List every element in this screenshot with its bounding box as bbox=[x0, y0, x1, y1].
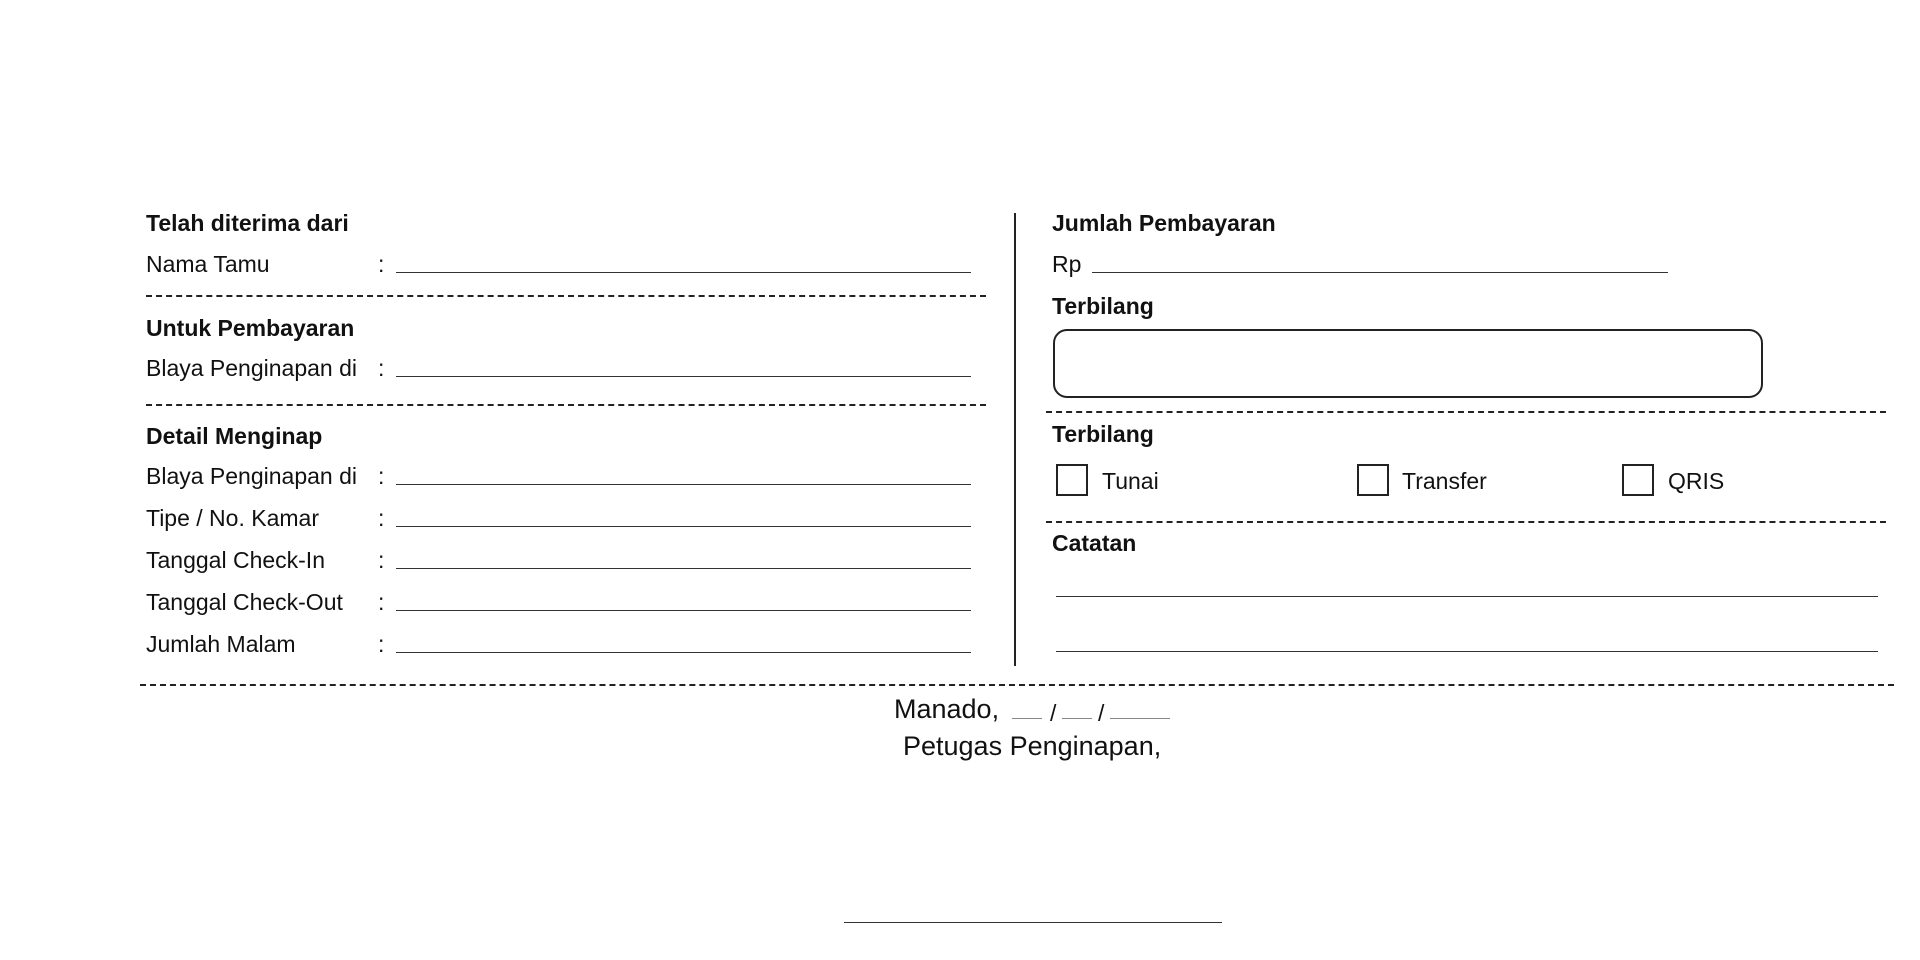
stay-cost-colon: : bbox=[378, 463, 385, 489]
room-type-label: Tipe / No. Kamar bbox=[146, 505, 319, 531]
checkin-field[interactable] bbox=[396, 568, 971, 569]
divider-payment bbox=[1046, 411, 1886, 413]
guest-name-colon: : bbox=[378, 251, 385, 277]
checkout-label: Tanggal Check-Out bbox=[146, 589, 343, 615]
received-heading: Telah diterima dari bbox=[146, 210, 349, 236]
notes-line-2[interactable] bbox=[1056, 651, 1878, 652]
date-day-field[interactable] bbox=[1012, 718, 1042, 719]
tunai-checkbox[interactable] bbox=[1056, 464, 1088, 496]
tunai-label: Tunai bbox=[1102, 468, 1159, 494]
date-sep-1: / bbox=[1050, 700, 1057, 726]
signer-label: Petugas Penginapan, bbox=[903, 731, 1162, 761]
date-sep-2: / bbox=[1098, 700, 1105, 726]
divider-purpose bbox=[146, 404, 986, 406]
city-label: Manado, bbox=[894, 694, 1000, 724]
purpose-colon: : bbox=[378, 355, 385, 381]
column-divider bbox=[1014, 213, 1016, 666]
date-year-field[interactable] bbox=[1110, 718, 1170, 719]
checkin-colon: : bbox=[378, 547, 385, 573]
checkout-colon: : bbox=[378, 589, 385, 615]
checkin-label: Tanggal Check-In bbox=[146, 547, 325, 573]
terbilang-field[interactable] bbox=[1053, 329, 1763, 398]
guest-name-field[interactable] bbox=[396, 272, 971, 273]
qris-label: QRIS bbox=[1668, 468, 1725, 494]
transfer-checkbox[interactable] bbox=[1357, 464, 1389, 496]
method-heading: Terbilang bbox=[1052, 421, 1154, 447]
transfer-label: Transfer bbox=[1402, 468, 1487, 494]
notes-heading: Catatan bbox=[1052, 530, 1137, 556]
nights-field[interactable] bbox=[396, 652, 971, 653]
guest-name-label: Nama Tamu bbox=[146, 251, 270, 277]
currency-label: Rp bbox=[1052, 251, 1082, 277]
stay-heading: Detail Menginap bbox=[146, 423, 323, 449]
room-type-field[interactable] bbox=[396, 526, 971, 527]
divider-method bbox=[1046, 521, 1886, 523]
divider-received bbox=[146, 295, 986, 297]
payment-heading: Jumlah Pembayaran bbox=[1052, 210, 1276, 236]
amount-field[interactable] bbox=[1092, 272, 1668, 273]
purpose-label: Blaya Penginapan di bbox=[146, 355, 357, 381]
room-type-colon: : bbox=[378, 505, 385, 531]
terbilang-heading: Terbilang bbox=[1052, 293, 1154, 319]
stay-cost-field[interactable] bbox=[396, 484, 971, 485]
nights-label: Jumlah Malam bbox=[146, 631, 296, 657]
qris-checkbox[interactable] bbox=[1622, 464, 1654, 496]
date-month-field[interactable] bbox=[1062, 718, 1092, 719]
checkout-field[interactable] bbox=[396, 610, 971, 611]
nights-colon: : bbox=[378, 631, 385, 657]
stay-cost-label: Blaya Penginapan di bbox=[146, 463, 357, 489]
purpose-field[interactable] bbox=[396, 376, 971, 377]
signature-line[interactable] bbox=[844, 922, 1222, 923]
divider-footer bbox=[140, 684, 1894, 686]
notes-line-1[interactable] bbox=[1056, 596, 1878, 597]
purpose-heading: Untuk Pembayaran bbox=[146, 315, 355, 341]
